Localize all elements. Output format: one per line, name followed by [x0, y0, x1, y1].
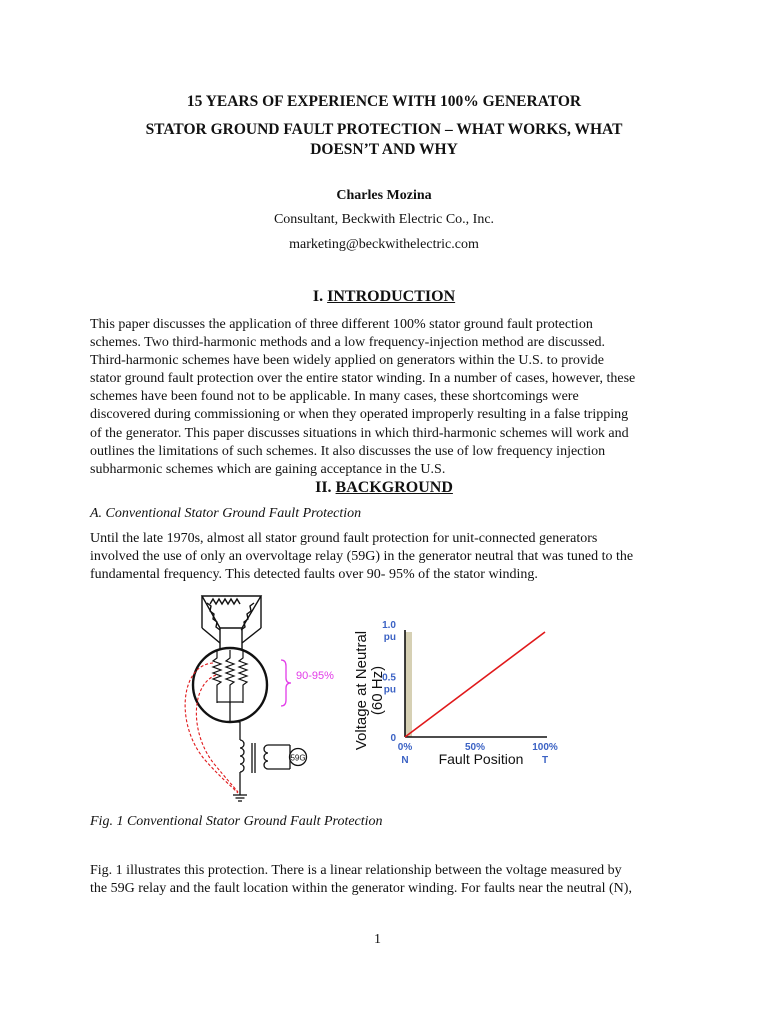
figure-1-caption: Fig. 1 Conventional Stator Ground Fault Protection	[90, 814, 383, 829]
x-tick-label: 0%	[397, 742, 413, 753]
subsection-heading-a: A. Conventional Stator Ground Fault Protection	[90, 506, 362, 521]
section-title: BACKGROUND	[335, 479, 453, 496]
closing-line: the 59G relay and the fault location within the generator winding. For faults near the neutral (N),	[90, 881, 632, 897]
closing-line: Fig. 1 illustrates this protection. There is a linear relationship between the voltage measured by	[90, 863, 622, 878]
introduction-paragraph	[90, 316, 690, 479]
voltage-vs-fault-chart	[353, 620, 558, 767]
background-line: fundamental frequency. This detected faults over 90- 95% of the stator winding.	[90, 567, 538, 583]
coverage-bracket	[281, 660, 291, 706]
figure-1	[150, 585, 600, 810]
x-tick-label: 100%	[532, 742, 558, 753]
author-affiliation: Consultant, Beckwith Electric Co., Inc.	[273, 212, 495, 227]
introduction-line: subharmonic schemes which are gaining acceptance in the U.S.	[90, 461, 446, 477]
y-tick-label: 1.0	[382, 620, 396, 631]
introduction-line: of the generator. This paper discusses situations in which third-harmonic schemes will work and	[90, 425, 629, 441]
y-tick-unit: pu	[383, 632, 396, 643]
introduction-line: schemes have been found not to be applicable. In many cases, these shortcomings were	[90, 389, 579, 405]
author-name: Charles Mozina	[336, 188, 432, 203]
introduction-line: outlines the limitations of such schemes. It also discusses the use of low frequency injection	[90, 443, 606, 459]
closing-paragraph	[90, 862, 690, 898]
grounding-transformer	[230, 702, 307, 785]
y-tick-label: 0	[390, 733, 396, 744]
paper-title-line-2: STATOR GROUND FAULT PROTECTION – WHAT WORKS, WHAT	[145, 121, 623, 138]
delta-transformer-diagram	[202, 596, 261, 650]
introduction-line: discovered during commissioning or when they operated improperly resulting in a false tripping	[90, 407, 629, 423]
paper-title-line-1: 15 YEARS OF EXPERIENCE WITH 100% GENERATOR	[186, 93, 582, 110]
section-number: I.	[312, 288, 328, 305]
background-line: involved the use of only an overvoltage relay (59G) in the generator neutral that was tuned to the	[90, 549, 634, 565]
series-line	[405, 632, 545, 737]
section-heading-background	[80, 479, 688, 497]
figure-1-svg	[150, 585, 600, 810]
relay-59g-label: 59G	[290, 753, 306, 763]
section-heading-introduction	[80, 288, 688, 306]
x-axis-label: Fault Position	[438, 751, 524, 767]
blind-zone-bar	[405, 632, 412, 737]
introduction-line: This paper discusses the application of three different 100% stator ground fault protection	[90, 317, 593, 332]
background-line: Until the late 1970s, almost all stator ground fault protection for unit-connected generators	[90, 531, 598, 546]
introduction-line: schemes. Two third-harmonic methods and a low frequency-injection method are discussed.	[90, 335, 606, 351]
author-email[interactable]: marketing@beckwithelectric.com	[289, 237, 479, 252]
section-number: II.	[315, 479, 336, 496]
background-paragraph	[90, 530, 690, 584]
coverage-label: 90-95%	[296, 670, 334, 682]
y-tick-unit: pu	[383, 684, 396, 696]
y-axis-label-unit: (60 Hz)	[369, 665, 386, 716]
section-title: INTRODUCTION	[327, 288, 456, 305]
introduction-line: Third-harmonic schemes have been widely applied on generators within the U.S. to provide	[90, 353, 604, 369]
ground-symbol	[233, 785, 247, 801]
x-tick-sublabel: T	[541, 755, 549, 766]
paper-title-line-3: DOESN’T AND WHY	[310, 141, 458, 158]
y-tick-label: 0.5	[382, 672, 396, 684]
page-number: 1	[374, 932, 381, 947]
x-tick-label: 50%	[464, 742, 486, 753]
introduction-line: stator ground fault protection over the entire stator winding. In a number of cases, however, these	[90, 371, 636, 387]
y-axis-label: Voltage at Neutral	[353, 630, 370, 751]
x-tick-sublabel: N	[401, 755, 409, 766]
